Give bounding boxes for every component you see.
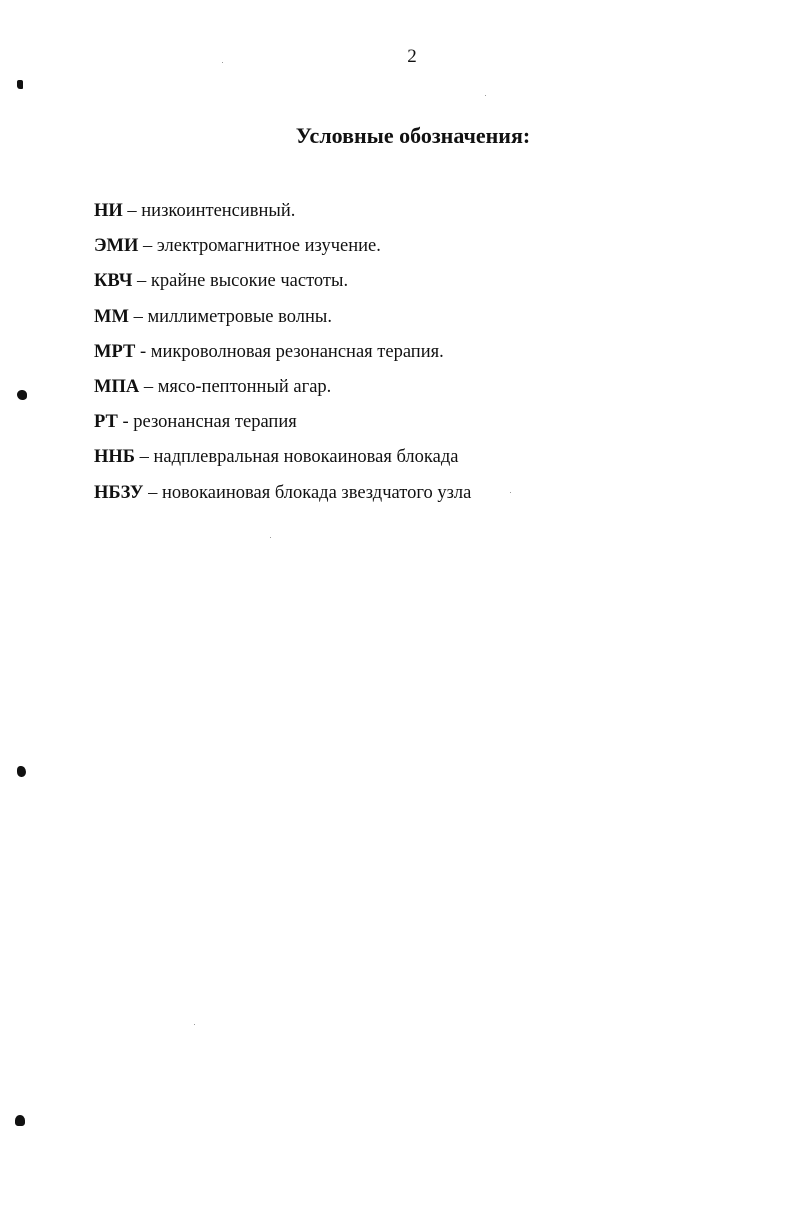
scan-speck xyxy=(510,492,511,493)
scan-speck xyxy=(485,95,486,96)
abbreviation-item xyxy=(94,304,471,339)
abbreviation-item xyxy=(94,374,471,409)
abbreviation-definition: низкоинтенсивный. xyxy=(141,201,296,221)
punch-hole-mark xyxy=(15,1115,25,1126)
scan-speck xyxy=(194,1024,195,1025)
abbreviation-term: ММ xyxy=(94,306,129,327)
abbreviation-term: КВЧ xyxy=(94,271,133,292)
punch-hole-mark xyxy=(17,766,26,777)
abbreviation-definition: микроволновая резонансная терапия. xyxy=(150,341,444,362)
abbreviation-definition: крайне высокие частоты. xyxy=(150,271,349,292)
abbreviation-term: НБЗУ xyxy=(94,482,144,503)
abbreviation-term: НИ xyxy=(94,201,123,221)
abbreviation-term: ЭМИ xyxy=(94,236,139,257)
abbreviation-item xyxy=(94,233,471,268)
abbreviation-definition: мясо-пептонный агар. xyxy=(157,376,332,397)
abbreviation-item xyxy=(94,198,471,233)
abbreviation-separator: – xyxy=(139,376,158,397)
abbreviation-term: МПА xyxy=(94,376,140,397)
scan-speck xyxy=(270,537,271,538)
page-number: 2 xyxy=(407,46,417,67)
abbreviation-definition: миллиметровые волны. xyxy=(147,306,332,327)
abbreviation-term: РТ xyxy=(94,412,118,433)
abbreviation-item xyxy=(94,480,471,515)
abbreviation-term: МРТ xyxy=(94,341,136,362)
punch-hole-mark xyxy=(17,80,23,89)
abbreviation-separator: – xyxy=(132,271,151,292)
abbreviation-separator: – xyxy=(135,447,154,468)
abbreviation-separator: – xyxy=(122,201,142,221)
abbreviation-definition: новокаиновая блокада звездчатого узла xyxy=(162,482,472,503)
abbreviation-separator: - xyxy=(135,341,151,362)
punch-hole-mark xyxy=(17,390,27,400)
abbreviation-item xyxy=(94,409,471,444)
scan-speck xyxy=(222,62,223,63)
abbreviation-separator: – xyxy=(143,482,163,503)
abbreviation-separator: - xyxy=(117,412,134,433)
abbreviation-definition: надплевральная новокаиновая блокада xyxy=(153,447,459,468)
abbreviation-list xyxy=(94,198,471,515)
abbreviation-term: ННБ xyxy=(94,447,136,468)
abbreviation-definition: электромагнитное изучение. xyxy=(156,236,381,257)
abbreviation-definition: резонансная терапия xyxy=(133,412,297,433)
abbreviation-separator: – xyxy=(128,306,148,327)
abbreviation-item xyxy=(94,339,471,374)
abbreviation-separator: – xyxy=(138,236,157,257)
abbreviation-item xyxy=(94,444,471,479)
abbreviation-item xyxy=(94,268,471,303)
page-title: Условные обозначения: xyxy=(295,123,531,148)
